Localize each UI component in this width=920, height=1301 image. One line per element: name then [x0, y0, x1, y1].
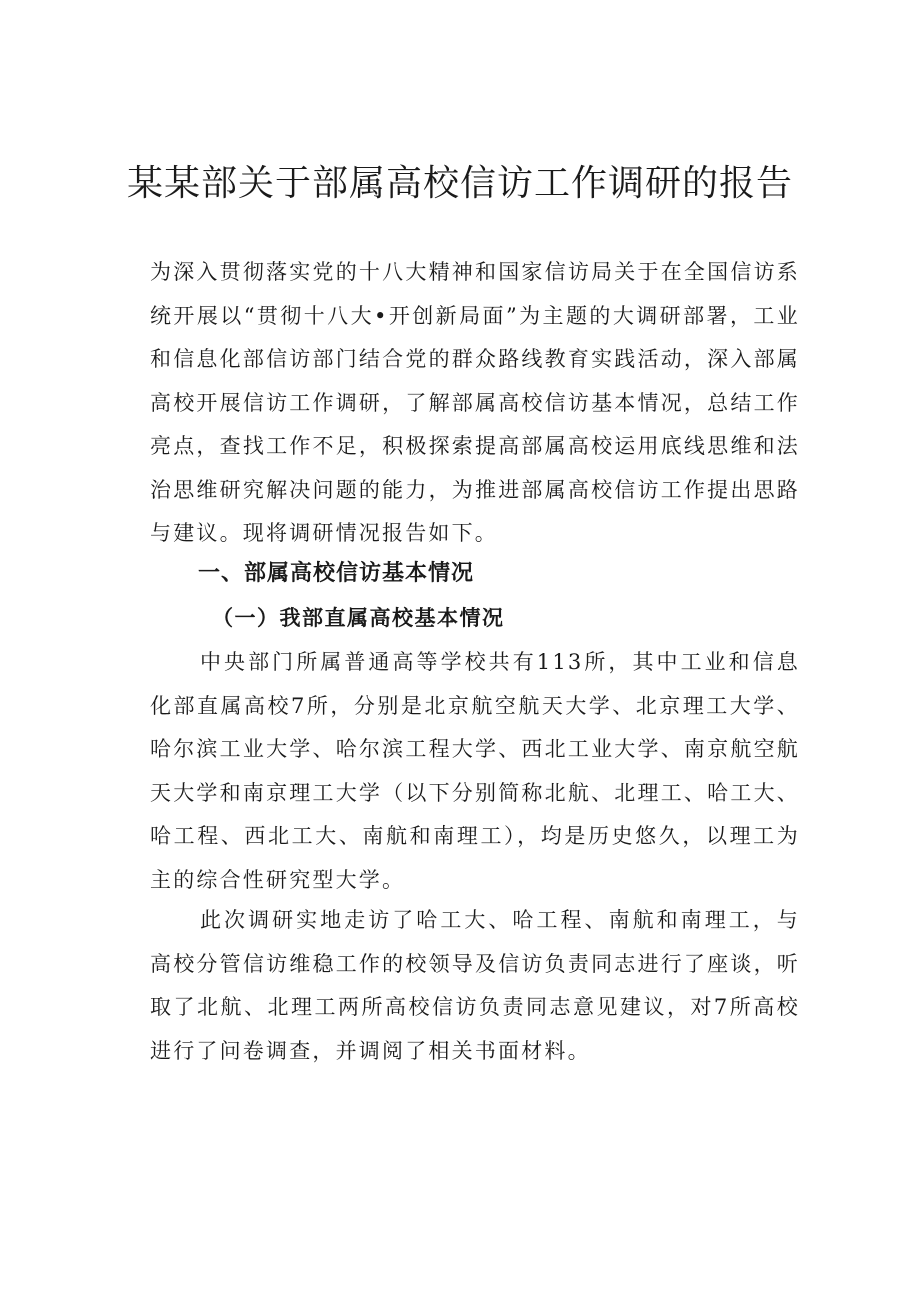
body-paragraph: 此次调研实地走访了哈工大、哈工程、南航和南理工，与高校分管信访维稳工作的校领导及信访负责同志进行了座谈，听取了北航、北理工两所高校信访负责同志意见建议，对7所高校进行了问卷调查，并调阅了相关书面材料。 — [150, 908, 800, 1063]
document-title: 某某部关于部属高校信访工作调研的报告 — [126, 163, 793, 204]
body-paragraph: 中央部门所属普通高等学校共有113所，其中工业和信息化部直属高校7所，分别是北京航空航天大学、北京理工大学、哈尔滨工业大学、哈尔滨工程大学、西北工业大学、南京航空航天大学和南京理工大学（以下分别简称北航、北理工、哈工大、哈工程、西北工大、南航和南理工），均是历史悠久，以理工为主的综合性研究型大学。 — [150, 650, 800, 892]
subsection-heading: （一）我部直属高校基本情况 — [212, 605, 505, 630]
intro-paragraph: 为深入贯彻落实党的十八大精神和国家信访局关于在全国信访系统开展以“贯彻十八大•开创新局面”为主题的大调研部署，工业和信息化部信访部门结合党的群众路线教育实践活动，深入部属高校开展信访工作调研，了解部属高校信访基本情况，总结工作亮点，查找工作不足，积极探索提高部属高校运用底线思维和法治思维研究解决问题的能力，为推进部属高校信访工作提出思路与建议。现将调研情况报告如下。 — [150, 260, 800, 545]
section-heading: 一、部属高校信访基本情况 — [198, 561, 475, 586]
